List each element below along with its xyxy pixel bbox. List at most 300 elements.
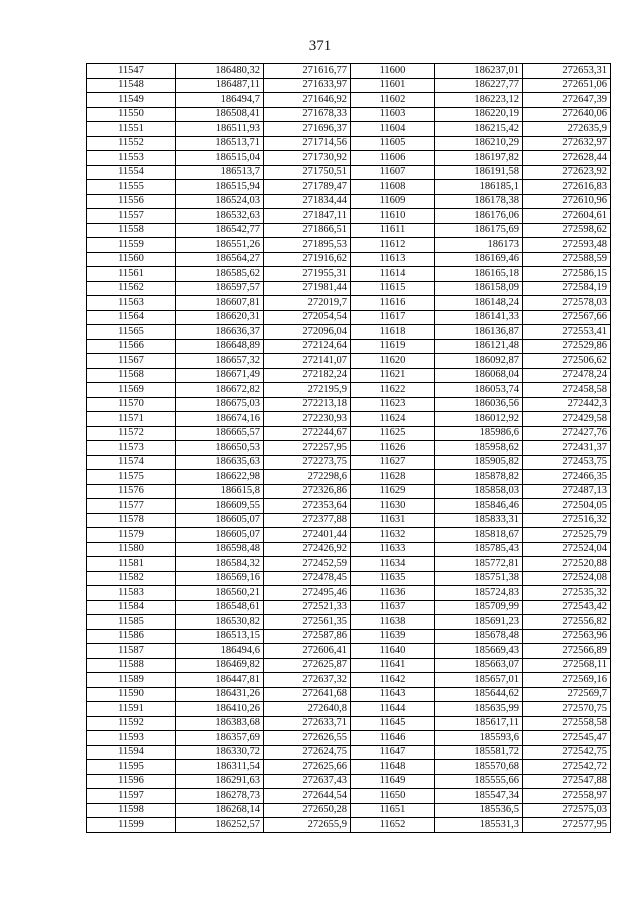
coordinate-cell: 186158,09 xyxy=(435,281,523,296)
coordinate-cell: 272606,41 xyxy=(264,644,351,659)
table-row xyxy=(87,64,611,79)
point-number-cell: 11605 xyxy=(351,136,435,151)
point-number-cell: 11567 xyxy=(87,354,176,369)
coordinate-cell: 185858,03 xyxy=(435,484,523,499)
point-number-cell: 11609 xyxy=(351,194,435,209)
table-row xyxy=(87,238,611,253)
coordinate-cell: 271916,62 xyxy=(264,252,351,267)
coordinate-cell: 272625,87 xyxy=(264,658,351,673)
coordinate-cell: 272401,44 xyxy=(264,528,351,543)
coordinate-cell: 186598,48 xyxy=(176,542,264,557)
point-number-cell: 11583 xyxy=(87,586,176,601)
table-row xyxy=(87,484,611,499)
coordinate-cell: 271678,33 xyxy=(264,107,351,122)
coordinate-cell: 186560,21 xyxy=(176,586,264,601)
point-number-cell: 11627 xyxy=(351,455,435,470)
coordinate-cell: 186197,82 xyxy=(435,151,523,166)
coordinate-cell: 186469,82 xyxy=(176,658,264,673)
point-number-cell: 11646 xyxy=(351,731,435,746)
coordinate-cell: 272568,11 xyxy=(523,658,611,673)
coordinate-cell: 186141,33 xyxy=(435,310,523,325)
coordinate-cell: 185772,81 xyxy=(435,557,523,572)
point-number-cell: 11564 xyxy=(87,310,176,325)
point-number-cell: 11589 xyxy=(87,673,176,688)
point-number-cell: 11576 xyxy=(87,484,176,499)
point-number-cell: 11632 xyxy=(351,528,435,543)
coordinate-cell: 186648,89 xyxy=(176,339,264,354)
point-number-cell: 11624 xyxy=(351,412,435,427)
coordinate-cell: 186252,57 xyxy=(176,818,264,833)
coordinate-cell: 272213,18 xyxy=(264,397,351,412)
point-number-cell: 11641 xyxy=(351,658,435,673)
point-number-cell: 11613 xyxy=(351,252,435,267)
coordinate-cell: 186551,26 xyxy=(176,238,264,253)
coordinate-cell: 272453,75 xyxy=(523,455,611,470)
coordinate-cell: 272653,31 xyxy=(523,64,611,79)
point-number-cell: 11650 xyxy=(351,789,435,804)
coordinate-cell: 272558,58 xyxy=(523,716,611,731)
table-row xyxy=(87,600,611,615)
coordinate-cell: 272516,32 xyxy=(523,513,611,528)
point-number-cell: 11596 xyxy=(87,774,176,789)
coordinate-cell: 272598,62 xyxy=(523,223,611,238)
coordinate-cell: 186597,57 xyxy=(176,281,264,296)
coordinate-cell: 186636,37 xyxy=(176,325,264,340)
coordinate-cell: 185555,66 xyxy=(435,774,523,789)
point-number-cell: 11557 xyxy=(87,209,176,224)
point-number-cell: 11615 xyxy=(351,281,435,296)
coordinate-cell: 185691,23 xyxy=(435,615,523,630)
coordinate-cell: 272452,59 xyxy=(264,557,351,572)
coordinate-cell: 272230,93 xyxy=(264,412,351,427)
table-row xyxy=(87,209,611,224)
point-number-cell: 11640 xyxy=(351,644,435,659)
coordinate-cell: 271981,44 xyxy=(264,281,351,296)
table-row xyxy=(87,789,611,804)
coordinate-cell: 271616,77 xyxy=(264,64,351,79)
coordinate-cell: 271866,51 xyxy=(264,223,351,238)
point-number-cell: 11571 xyxy=(87,412,176,427)
coordinate-cell: 186357,69 xyxy=(176,731,264,746)
table-row xyxy=(87,397,611,412)
table-row xyxy=(87,760,611,775)
table-row xyxy=(87,731,611,746)
coordinate-cell: 186291,63 xyxy=(176,774,264,789)
coordinate-cell: 272019,7 xyxy=(264,296,351,311)
coordinate-cell: 272625,66 xyxy=(264,760,351,775)
coordinate-cell: 185678,48 xyxy=(435,629,523,644)
point-number-cell: 11634 xyxy=(351,557,435,572)
coordinate-cell: 271847,11 xyxy=(264,209,351,224)
table-row xyxy=(87,368,611,383)
table-row xyxy=(87,615,611,630)
point-number-cell: 11648 xyxy=(351,760,435,775)
table-row xyxy=(87,223,611,238)
point-number-cell: 11593 xyxy=(87,731,176,746)
coordinate-cell: 186311,54 xyxy=(176,760,264,775)
table-row xyxy=(87,93,611,108)
coordinate-cell: 186191,58 xyxy=(435,165,523,180)
coordinate-cell: 186121,48 xyxy=(435,339,523,354)
coordinate-cell: 272624,75 xyxy=(264,745,351,760)
coordinate-cell: 186012,92 xyxy=(435,412,523,427)
coordinate-cell: 186173 xyxy=(435,238,523,253)
coordinate-cell: 272644,54 xyxy=(264,789,351,804)
coordinate-cell: 272588,59 xyxy=(523,252,611,267)
coordinate-cell: 272326,86 xyxy=(264,484,351,499)
coordinate-cell: 186175,69 xyxy=(435,223,523,238)
coordinate-cell: 272298,6 xyxy=(264,470,351,485)
table-row xyxy=(87,658,611,673)
point-number-cell: 11579 xyxy=(87,528,176,543)
coordinate-cell: 186605,07 xyxy=(176,528,264,543)
coordinate-cell: 186487,11 xyxy=(176,78,264,93)
coordinate-cell: 272651,06 xyxy=(523,78,611,93)
coordinate-cell: 272563,96 xyxy=(523,629,611,644)
table-row xyxy=(87,252,611,267)
coordinate-cell: 185657,01 xyxy=(435,673,523,688)
point-number-cell: 11555 xyxy=(87,180,176,195)
coordinate-cell: 271955,31 xyxy=(264,267,351,282)
coordinate-cell: 186494,6 xyxy=(176,644,264,659)
coordinate-cell: 272569,16 xyxy=(523,673,611,688)
point-number-cell: 11642 xyxy=(351,673,435,688)
coordinate-cell: 272616,83 xyxy=(523,180,611,195)
coordinate-cell: 271730,92 xyxy=(264,151,351,166)
coordinate-cell: 186431,26 xyxy=(176,687,264,702)
coordinate-cell: 272525,79 xyxy=(523,528,611,543)
coordinate-cell: 185958,62 xyxy=(435,441,523,456)
coordinate-cell: 186068,04 xyxy=(435,368,523,383)
coordinate-cell: 272458,58 xyxy=(523,383,611,398)
point-number-cell: 11630 xyxy=(351,499,435,514)
coordinate-cell: 272273,75 xyxy=(264,455,351,470)
point-number-cell: 11600 xyxy=(351,64,435,79)
point-number-cell: 11584 xyxy=(87,600,176,615)
point-number-cell: 11547 xyxy=(87,64,176,79)
point-number-cell: 11618 xyxy=(351,325,435,340)
point-number-cell: 11644 xyxy=(351,702,435,717)
table-row xyxy=(87,194,611,209)
point-number-cell: 11647 xyxy=(351,745,435,760)
coordinate-cell: 186524,03 xyxy=(176,194,264,209)
coordinate-cell: 185531,3 xyxy=(435,818,523,833)
point-number-cell: 11590 xyxy=(87,687,176,702)
point-number-cell: 11572 xyxy=(87,426,176,441)
coordinate-cell: 272567,66 xyxy=(523,310,611,325)
point-number-cell: 11614 xyxy=(351,267,435,282)
coordinate-cell: 185644,62 xyxy=(435,687,523,702)
coordinate-cell: 272569,7 xyxy=(523,687,611,702)
coordinate-cell: 272478,45 xyxy=(264,571,351,586)
coordinate-cell: 272628,44 xyxy=(523,151,611,166)
coordinate-cell: 272610,96 xyxy=(523,194,611,209)
table-row xyxy=(87,339,611,354)
point-number-cell: 11597 xyxy=(87,789,176,804)
point-number-cell: 11574 xyxy=(87,455,176,470)
coordinate-cell: 185663,07 xyxy=(435,658,523,673)
coordinate-cell: 186447,81 xyxy=(176,673,264,688)
table-row xyxy=(87,267,611,282)
coordinate-cell: 186675,03 xyxy=(176,397,264,412)
coordinate-cell: 272542,75 xyxy=(523,745,611,760)
point-number-cell: 11621 xyxy=(351,368,435,383)
coordinate-cell: 186530,82 xyxy=(176,615,264,630)
point-number-cell: 11619 xyxy=(351,339,435,354)
coordinate-cell: 272478,24 xyxy=(523,368,611,383)
coordinate-cell: 272650,28 xyxy=(264,803,351,818)
coordinate-cell: 186092,87 xyxy=(435,354,523,369)
coordinate-cell: 272521,33 xyxy=(264,600,351,615)
table-row xyxy=(87,803,611,818)
coordinate-cell: 186169,46 xyxy=(435,252,523,267)
coordinate-cell: 185570,68 xyxy=(435,760,523,775)
coordinate-cell: 186511,93 xyxy=(176,122,264,137)
table-row xyxy=(87,716,611,731)
point-number-cell: 11608 xyxy=(351,180,435,195)
coordinate-cell: 186607,81 xyxy=(176,296,264,311)
coordinate-cell: 272124,64 xyxy=(264,339,351,354)
point-number-cell: 11553 xyxy=(87,151,176,166)
point-number-cell: 11548 xyxy=(87,78,176,93)
point-number-cell: 11568 xyxy=(87,368,176,383)
table-row xyxy=(87,528,611,543)
coordinate-cell: 186635,63 xyxy=(176,455,264,470)
coordinate-cell: 185846,46 xyxy=(435,499,523,514)
coordinate-cell: 186665,57 xyxy=(176,426,264,441)
coordinate-cell: 185617,11 xyxy=(435,716,523,731)
point-number-cell: 11561 xyxy=(87,267,176,282)
coordinate-cell: 185818,67 xyxy=(435,528,523,543)
coordinate-cell: 186508,41 xyxy=(176,107,264,122)
coordinate-cell: 272427,76 xyxy=(523,426,611,441)
table-row xyxy=(87,774,611,789)
table-row xyxy=(87,78,611,93)
table-row xyxy=(87,513,611,528)
table-row xyxy=(87,310,611,325)
coordinate-cell: 272547,88 xyxy=(523,774,611,789)
coordinate-cell: 272556,82 xyxy=(523,615,611,630)
point-number-cell: 11611 xyxy=(351,223,435,238)
page-number: 371 xyxy=(308,38,332,54)
coordinate-cell: 186609,55 xyxy=(176,499,264,514)
table-row xyxy=(87,687,611,702)
table-row xyxy=(87,571,611,586)
coordinate-cell: 272535,32 xyxy=(523,586,611,601)
table-row xyxy=(87,629,611,644)
coordinate-cell: 271633,97 xyxy=(264,78,351,93)
point-number-cell: 11570 xyxy=(87,397,176,412)
point-number-cell: 11588 xyxy=(87,658,176,673)
coordinate-cell: 185905,82 xyxy=(435,455,523,470)
point-number-cell: 11585 xyxy=(87,615,176,630)
coordinate-cell: 272504,05 xyxy=(523,499,611,514)
coordinate-cell: 186515,94 xyxy=(176,180,264,195)
coordinate-cell: 272257,95 xyxy=(264,441,351,456)
coordinate-cell: 272426,92 xyxy=(264,542,351,557)
table-row xyxy=(87,325,611,340)
table-row xyxy=(87,107,611,122)
coordinate-cell: 272096,04 xyxy=(264,325,351,340)
table-row xyxy=(87,673,611,688)
coordinate-cell: 185709,99 xyxy=(435,600,523,615)
coordinate-cell: 186268,14 xyxy=(176,803,264,818)
point-number-cell: 11601 xyxy=(351,78,435,93)
coordinate-cell: 272561,35 xyxy=(264,615,351,630)
coordinate-cell: 185751,38 xyxy=(435,571,523,586)
coordinate-cell: 272577,95 xyxy=(523,818,611,833)
point-number-cell: 11575 xyxy=(87,470,176,485)
point-number-cell: 11638 xyxy=(351,615,435,630)
table-row xyxy=(87,542,611,557)
coordinate-cell: 272506,62 xyxy=(523,354,611,369)
table-row xyxy=(87,644,611,659)
coordinate-cell: 185581,72 xyxy=(435,745,523,760)
coordinate-cell: 272244,67 xyxy=(264,426,351,441)
coordinate-cell: 186220,19 xyxy=(435,107,523,122)
coordinate-cell: 272584,19 xyxy=(523,281,611,296)
coordinate-cell: 272529,86 xyxy=(523,339,611,354)
coordinate-cell: 185833,31 xyxy=(435,513,523,528)
point-number-cell: 11622 xyxy=(351,383,435,398)
point-number-cell: 11633 xyxy=(351,542,435,557)
coordinate-cell: 186674,16 xyxy=(176,412,264,427)
coordinate-cell: 271834,44 xyxy=(264,194,351,209)
point-number-cell: 11551 xyxy=(87,122,176,137)
coordinate-cell: 272553,41 xyxy=(523,325,611,340)
coordinate-cell: 272545,47 xyxy=(523,731,611,746)
table-row xyxy=(87,745,611,760)
point-number-cell: 11604 xyxy=(351,122,435,137)
table-row xyxy=(87,151,611,166)
point-number-cell: 11569 xyxy=(87,383,176,398)
point-number-cell: 11582 xyxy=(87,571,176,586)
coordinate-cell: 272587,86 xyxy=(264,629,351,644)
coordinate-cell: 272623,92 xyxy=(523,165,611,180)
coordinate-cell: 272604,61 xyxy=(523,209,611,224)
coordinate-cell: 272640,06 xyxy=(523,107,611,122)
point-number-cell: 11623 xyxy=(351,397,435,412)
coordinate-cell: 185724,83 xyxy=(435,586,523,601)
point-number-cell: 11652 xyxy=(351,818,435,833)
point-number-cell: 11629 xyxy=(351,484,435,499)
coordinate-cell: 186165,18 xyxy=(435,267,523,282)
coordinate-cell: 185635,99 xyxy=(435,702,523,717)
coordinate-cell: 271646,92 xyxy=(264,93,351,108)
coordinates-table xyxy=(86,63,611,833)
point-number-cell: 11591 xyxy=(87,702,176,717)
coordinate-cell: 186053,74 xyxy=(435,383,523,398)
point-number-cell: 11580 xyxy=(87,542,176,557)
coordinate-cell: 186237,01 xyxy=(435,64,523,79)
point-number-cell: 11559 xyxy=(87,238,176,253)
coordinate-cell: 186542,77 xyxy=(176,223,264,238)
coordinate-cell: 186620,31 xyxy=(176,310,264,325)
table-row xyxy=(87,702,611,717)
coordinate-cell: 186671,49 xyxy=(176,368,264,383)
coordinate-cell: 272641,68 xyxy=(264,687,351,702)
coordinate-cell: 271696,37 xyxy=(264,122,351,137)
coordinate-cell: 186532,63 xyxy=(176,209,264,224)
coordinate-cell: 185785,43 xyxy=(435,542,523,557)
point-number-cell: 11625 xyxy=(351,426,435,441)
coordinate-cell: 271895,53 xyxy=(264,238,351,253)
coordinate-cell: 186480,32 xyxy=(176,64,264,79)
coordinate-cell: 271714,56 xyxy=(264,136,351,151)
coordinate-cell: 272586,15 xyxy=(523,267,611,282)
coordinate-cell: 186513,15 xyxy=(176,629,264,644)
point-number-cell: 11628 xyxy=(351,470,435,485)
point-number-cell: 11617 xyxy=(351,310,435,325)
coordinate-cell: 186513,7 xyxy=(176,165,264,180)
point-number-cell: 11651 xyxy=(351,803,435,818)
coordinate-cell: 271789,47 xyxy=(264,180,351,195)
table-row xyxy=(87,354,611,369)
coordinate-cell: 185536,5 xyxy=(435,803,523,818)
table-row xyxy=(87,586,611,601)
coordinate-cell: 186223,12 xyxy=(435,93,523,108)
coordinate-cell: 185878,82 xyxy=(435,470,523,485)
coordinate-cell: 272466,35 xyxy=(523,470,611,485)
point-number-cell: 11560 xyxy=(87,252,176,267)
table-row xyxy=(87,296,611,311)
coordinate-cell: 186564,27 xyxy=(176,252,264,267)
point-number-cell: 11639 xyxy=(351,629,435,644)
coordinate-cell: 272566,89 xyxy=(523,644,611,659)
coordinate-cell: 185669,43 xyxy=(435,644,523,659)
table-row xyxy=(87,441,611,456)
table-row xyxy=(87,499,611,514)
point-number-cell: 11635 xyxy=(351,571,435,586)
coordinate-cell: 272141,07 xyxy=(264,354,351,369)
table-row xyxy=(87,818,611,833)
table-row xyxy=(87,281,611,296)
coordinate-cell: 186383,68 xyxy=(176,716,264,731)
point-number-cell: 11636 xyxy=(351,586,435,601)
coordinate-cell: 185593,6 xyxy=(435,731,523,746)
coordinate-cell: 271750,51 xyxy=(264,165,351,180)
coordinate-cell: 272520,88 xyxy=(523,557,611,572)
coordinate-cell: 272524,08 xyxy=(523,571,611,586)
coordinate-cell: 185547,34 xyxy=(435,789,523,804)
coordinate-cell: 272637,43 xyxy=(264,774,351,789)
table-row xyxy=(87,470,611,485)
coordinate-cell: 272558,97 xyxy=(523,789,611,804)
point-number-cell: 11602 xyxy=(351,93,435,108)
point-number-cell: 11565 xyxy=(87,325,176,340)
coordinate-cell: 272640,8 xyxy=(264,702,351,717)
point-number-cell: 11586 xyxy=(87,629,176,644)
point-number-cell: 11616 xyxy=(351,296,435,311)
point-number-cell: 11595 xyxy=(87,760,176,775)
point-number-cell: 11552 xyxy=(87,136,176,151)
point-number-cell: 11563 xyxy=(87,296,176,311)
table-row xyxy=(87,412,611,427)
point-number-cell: 11607 xyxy=(351,165,435,180)
coordinate-cell: 186176,06 xyxy=(435,209,523,224)
coordinate-cell: 272635,9 xyxy=(523,122,611,137)
coordinate-cell: 186605,07 xyxy=(176,513,264,528)
point-number-cell: 11645 xyxy=(351,716,435,731)
point-number-cell: 11594 xyxy=(87,745,176,760)
coordinate-cell: 272429,58 xyxy=(523,412,611,427)
coordinate-cell: 272182,24 xyxy=(264,368,351,383)
coordinate-cell: 186584,32 xyxy=(176,557,264,572)
coordinate-cell: 186227,77 xyxy=(435,78,523,93)
coordinate-cell: 272632,97 xyxy=(523,136,611,151)
coordinate-cell: 186585,62 xyxy=(176,267,264,282)
point-number-cell: 11577 xyxy=(87,499,176,514)
